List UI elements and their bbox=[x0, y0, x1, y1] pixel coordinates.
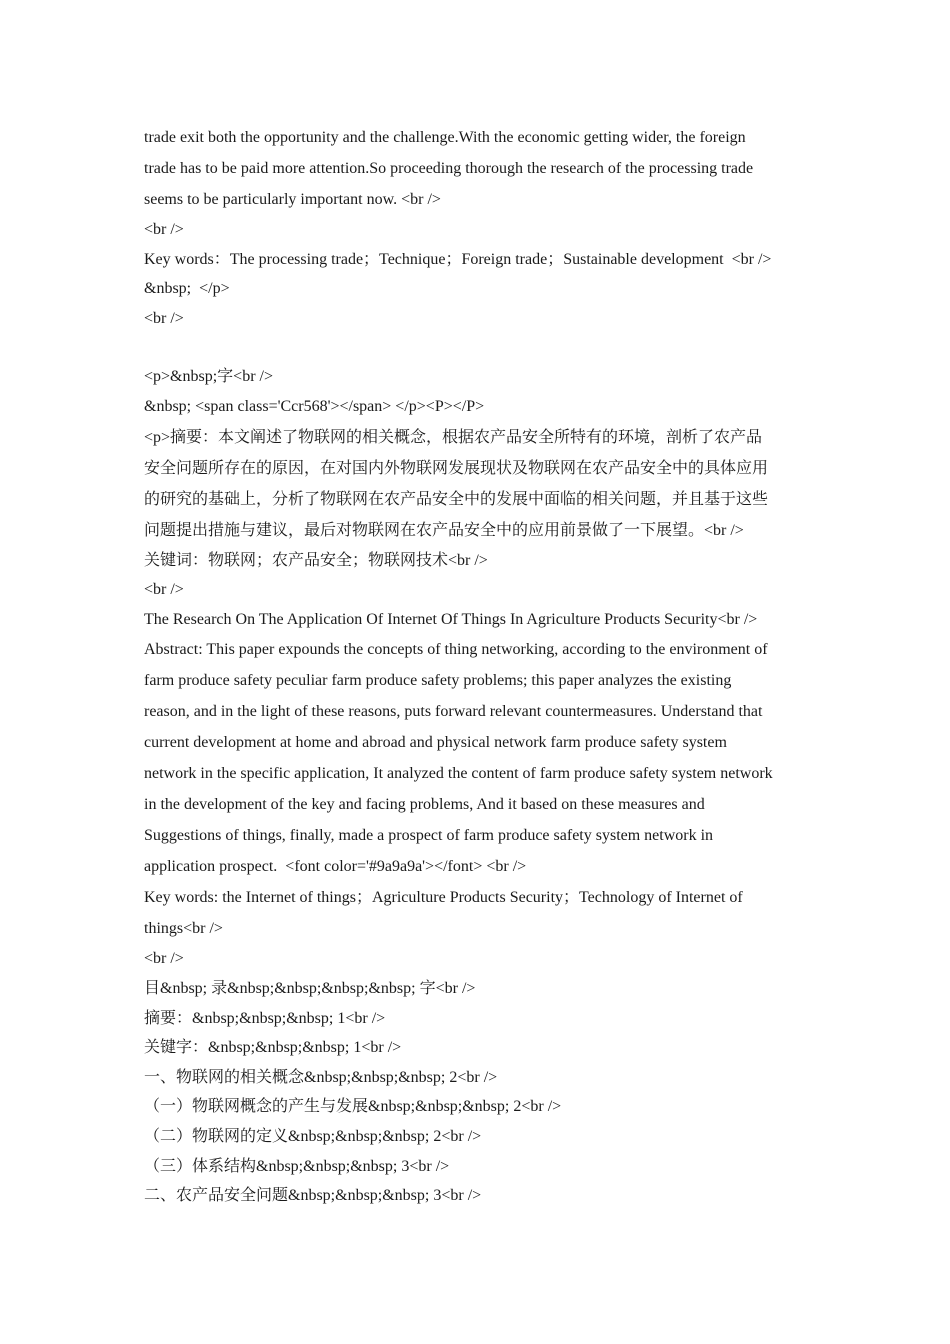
text-line: trade has to be paid more attention.So proceeding thorough the research of the processing trade bbox=[144, 160, 754, 177]
toc-entry: 二、农产品安全问题&nbsp;&nbsp;&nbsp; 3<br /> bbox=[144, 1187, 482, 1205]
text-line: trade exit both the opportunity and the challenge.With the economic getting wider, the foreign bbox=[144, 129, 746, 146]
text-line: things<br /> bbox=[144, 920, 223, 938]
toc-entry: （二）物联网的定义&nbsp;&nbsp;&nbsp; 2<br /> bbox=[144, 1127, 482, 1145]
text-line: 关键词：物联网；农产品安全；物联网技术<br /> bbox=[144, 551, 488, 569]
text-line: Abstract: This paper expounds the concepts of thing networking, according to the environment of bbox=[144, 641, 768, 659]
text-line: Suggestions of things, finally, made a prospect of farm produce safety system network in bbox=[144, 827, 714, 845]
text-line: farm produce safety peculiar farm produce safety problems; this paper analyzes the existing bbox=[144, 672, 732, 690]
text-line: <br /> bbox=[144, 581, 184, 599]
toc-entry: 一、物联网的相关概念&nbsp;&nbsp;&nbsp; 2<br /> bbox=[144, 1068, 498, 1086]
toc-heading: 目&nbsp; 录&nbsp;&nbsp;&nbsp;&nbsp; 字<br /> bbox=[144, 979, 476, 997]
text-line: The Research On The Application Of Internet Of Things In Agriculture Products Security<br /> bbox=[144, 610, 758, 628]
text-line: 安全问题所存在的原因，在对国内外物联网发展现状及物联网在农产品安全中的具体应用 bbox=[144, 459, 769, 477]
text-line: Key words：The processing trade；Technique；Foreign trade；Sustainable development <br /> bbox=[144, 250, 772, 268]
text-line: 的研究的基础上，分析了物联网在农产品安全中的发展中面临的相关问题，并且基于这些 bbox=[144, 490, 769, 508]
toc-entry: 摘要：&nbsp;&nbsp;&nbsp; 1<br /> bbox=[144, 1009, 386, 1027]
text-line: 问题提出措施与建议，最后对物联网在农产品安全中的应用前景做了一下展望。<br /> bbox=[144, 521, 744, 539]
text-line: <p>摘要：本文阐述了物联网的相关概念，根据农产品安全所特有的环境，剖析了农产品 bbox=[144, 428, 763, 446]
blank-line bbox=[144, 333, 814, 362]
text-line: <p>&nbsp;字<br /> bbox=[144, 368, 273, 386]
text-line: network in the specific application, It analyzed the content of farm produce safety system network bbox=[144, 765, 773, 783]
text-line: reason, and in the light of these reasons, puts forward relevant countermeasures. Understand that bbox=[144, 703, 763, 721]
toc-entry: （一）物联网概念的产生与发展&nbsp;&nbsp;&nbsp; 2<br /> bbox=[144, 1098, 562, 1116]
text-line: <br /> bbox=[144, 950, 184, 968]
text-line: &nbsp; </p> bbox=[144, 280, 230, 298]
text-line: current development at home and abroad and physical network farm produce safety system bbox=[144, 734, 727, 752]
text-line: application prospect. <font color='#9a9a9a'></font> <br /> bbox=[144, 858, 527, 876]
text-line: in the development of the key and facing problems, And it based on these measures and bbox=[144, 796, 705, 814]
text-line: seems to be particularly important now. <br /> bbox=[144, 191, 441, 208]
text-line: Key words: the Internet of things；Agriculture Products Security；Technology of Internet of bbox=[144, 889, 743, 907]
toc-entry: （三）体系结构&nbsp;&nbsp;&nbsp; 3<br /> bbox=[144, 1157, 450, 1175]
toc-entry: 关键字：&nbsp;&nbsp;&nbsp; 1<br /> bbox=[144, 1039, 402, 1057]
document-body bbox=[144, 122, 814, 1211]
text-line: <br /> bbox=[144, 309, 184, 327]
text-line: &nbsp; <span class='Ccr568'></span> </p><P></P> bbox=[144, 397, 485, 415]
text-line: <br /> bbox=[144, 221, 184, 238]
